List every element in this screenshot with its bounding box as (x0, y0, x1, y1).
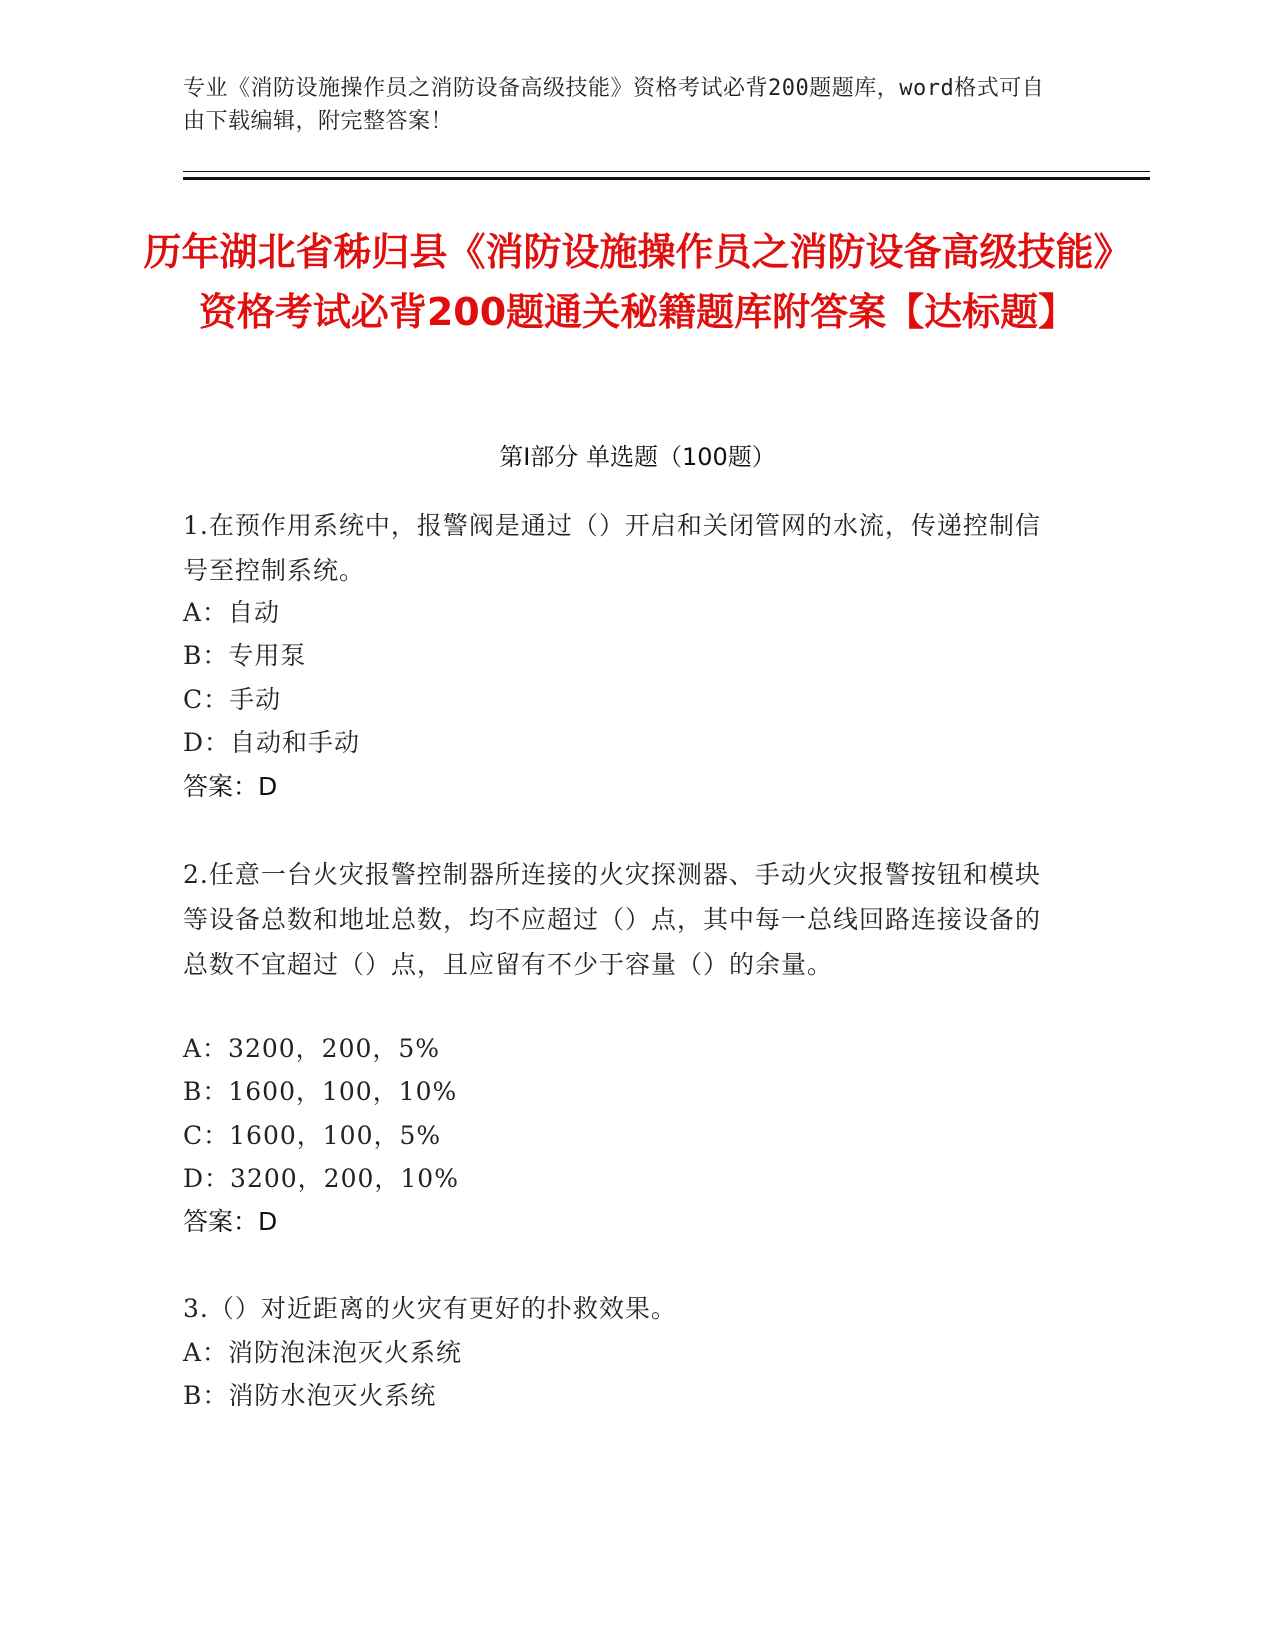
section-title: 第I部分 单选题（100题） (499, 443, 776, 471)
question-1-option-d: D：自动和手动 (183, 728, 361, 757)
header-rule-thin (183, 171, 1150, 172)
question-3-option-a: A：消防泡沫泡灭火系统 (183, 1338, 463, 1367)
question-1-answer: 答案：D (183, 772, 278, 801)
question-2-option-b: B：1600，100，10% (183, 1077, 458, 1106)
question-2-option-d: D：3200，200，10% (183, 1164, 459, 1193)
question-1-option-a: A：自动 (183, 598, 281, 627)
question-2-option-c: C：1600，100，5% (183, 1121, 442, 1150)
question-2-answer: 答案：D (183, 1207, 278, 1236)
header-rule-thick (183, 177, 1150, 180)
question-3-stem: 3.（）对近距离的火灾有更好的扑救效果。 (183, 1294, 677, 1323)
question-3-option-b: B：消防水泡灭火系统 (183, 1381, 437, 1410)
question-1-option-c: C：手动 (183, 685, 282, 714)
question-2-option-a: A：3200，200，5% (183, 1034, 441, 1063)
question-1-stem: 1.在预作用系统中，报警阀是通过（）开启和关闭管网的水流，传递控制信号至控制系统。 (183, 511, 1041, 585)
header-note: 专业《消防设施操作员之消防设备高级技能》资格考试必背200题题库，word格式可自由下载编辑，附完整答案！ (183, 76, 1045, 134)
document-title: 历年湖北省秭归县《消防设施操作员之消防设备高级技能》资格考试必背200题通关秘籍题库附答案【达标题】 (143, 230, 1132, 334)
question-2-stem: 2.任意一台火灾报警控制器所连接的火灾探测器、手动火灾报警按钮和模块等设备总数和地址总数，均不应超过（）点，其中每一总线回路连接设备的总数不宜超过（）点，且应留有不少于容量（）的余量。 (183, 860, 1042, 979)
question-1-option-b: B：专用泵 (183, 641, 307, 670)
